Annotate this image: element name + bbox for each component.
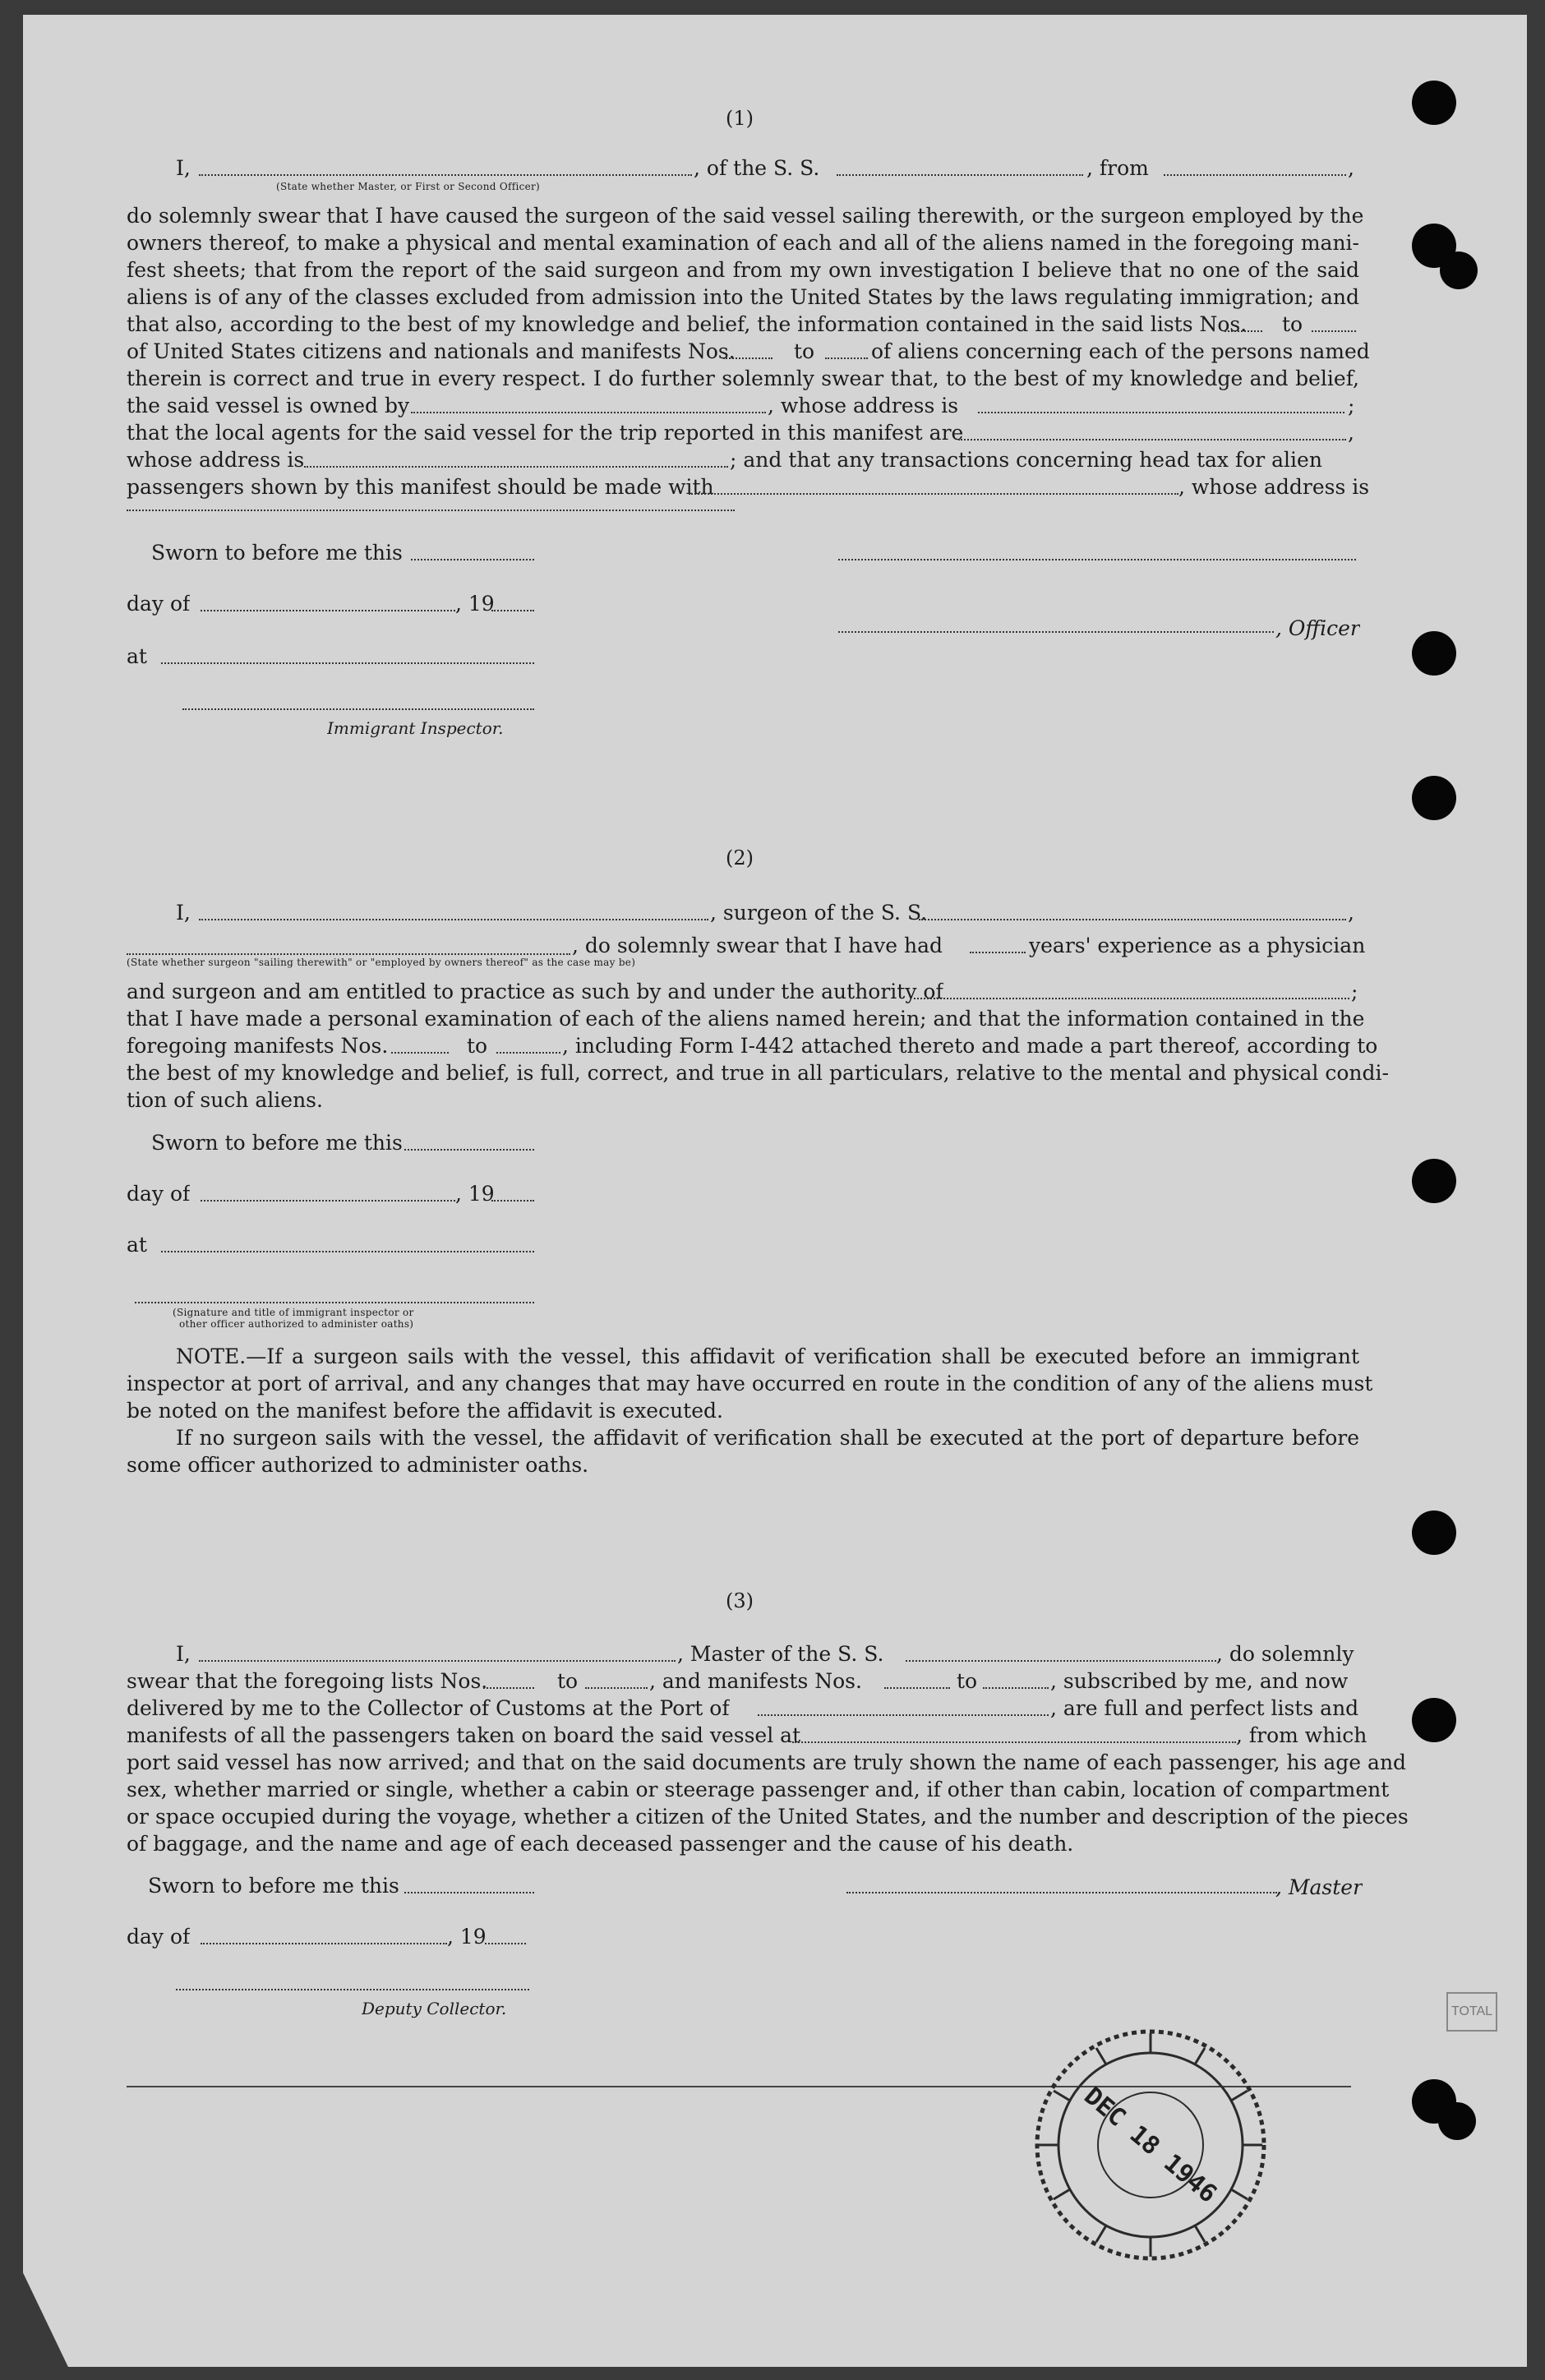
s1-para-line: that also, according to the best of my knowledge and belief, the information contained in the said lists Nos. [127,312,1248,336]
s1-line1-i: I, [176,156,191,180]
s2-day: day of [127,1182,191,1206]
fill-line [1312,330,1356,332]
s2-year: , 19 [455,1182,495,1206]
fill-line [127,953,570,955]
s2-manifests: foregoing manifests Nos. [127,1034,389,1058]
fill-line [496,1052,560,1054]
fill-line [837,174,1083,176]
s1-officer: , Officer [1275,616,1360,640]
fill-line [825,357,868,359]
s3-solemnly: , do solemnly [1216,1642,1354,1666]
s3-delivered: delivered by me to the Collector of Customs at the Port of [127,1696,730,1720]
note-line: some officer authorized to administer oaths. [127,1453,589,1477]
s2-para-line: that I have made a personal examination of each of the aliens named herein; and that the information contained in the [127,1007,1365,1031]
s3-master: , Master [1275,1875,1363,1899]
s1-p10-tail: , whose address is [1178,475,1370,499]
s2-authority: and surgeon and am entitled to practice as such by and under the authority of [127,980,943,1003]
fill-line [1164,174,1346,176]
fill-line [135,1302,534,1303]
s2-sworn: Sworn to before me this [151,1131,403,1155]
s2-comma: , [1348,901,1354,925]
fill-line [182,708,534,710]
note-line: If no surgeon sails with the vessel, the affidavit of verification shall be executed at the port of departure before [176,1426,1359,1450]
s1-p7-mid: , whose address is [768,394,959,417]
fill-line [127,510,735,511]
s3-para-line: port said vessel has now arrived; and that on the said documents are truly shown the name of each passenger, his age and [127,1750,1407,1774]
fill-line [161,1251,534,1252]
s2-experience: years' experience as a physician [1029,934,1366,957]
fill-line [723,357,772,359]
fill-line [970,952,1026,953]
fill-line [411,412,766,413]
fill-line [404,1892,534,1893]
s1-para-line: that the local agents for the said vessel for the trip reported in this manifest are [127,421,964,445]
s3-lists: swear that the foregoing lists Nos. [127,1669,488,1693]
s3-to: to [957,1669,978,1693]
s3-master-of: , Master of the S. S. [677,1642,884,1666]
s1-p9-tail: ; and that any transactions concerning head tax for alien [730,448,1322,472]
fill-line [838,631,1274,633]
note-line: inspector at port of arrival, and any changes that may have occurred en route in the condition of any of the aliens must [127,1372,1373,1395]
s2-caption: (State whether surgeon "sailing therewith" or "employed by owners thereof" as the case may be) [127,957,636,968]
stamp-date: DEC 18 1946 [1078,2082,1223,2209]
fill-line [199,1660,676,1662]
s2-semicolon: ; [1351,980,1358,1003]
s1-at: at [127,644,147,668]
s2-para-line: tion of such aliens. [127,1088,323,1112]
fill-line [304,466,728,468]
s2-caption2a: (Signature and title of immigrant inspector or [173,1307,414,1318]
fill-line [411,559,534,560]
s3-deputy: Deputy Collector. [362,1999,507,2018]
s1-p8-end: , [1348,421,1354,445]
fill-line [483,1687,534,1689]
fill-line [491,1200,534,1202]
s3-year: , 19 [447,1925,487,1949]
s3-para-line: of baggage, and the name and age of each deceased passenger and the cause of his death. [127,1832,1074,1856]
s3-subscribed: , subscribed by me, and now [1050,1669,1349,1693]
fill-line [689,493,1178,495]
s1-para-line: aliens is of any of the classes excluded from admission into the United States by the laws regulating immigration; and [127,285,1359,309]
fill-line [491,610,534,611]
fill-line [846,1892,1277,1893]
section-1-number: (1) [726,107,754,130]
s1-to: to [794,339,815,363]
s1-para-line: passengers shown by this manifest should be made with [127,475,714,499]
s2-surgeon-of: , surgeon of the S. S. [710,901,928,925]
s2-to: to [467,1034,488,1058]
fill-line [201,610,455,611]
note-line: NOTE.—If a surgeon sails with the vessel, this affidavit of verification shall be executed before an immigrant [176,1345,1359,1368]
s2-solemnly: , do solemnly swear that I have had [572,934,943,957]
s1-inspector: Immigrant Inspector. [327,718,504,738]
fill-line [958,439,1346,440]
s2-at: at [127,1233,147,1257]
fill-line [404,1149,534,1151]
s3-day: day of [127,1925,191,1949]
s1-day: day of [127,592,191,616]
fill-line [914,998,1349,999]
s1-sworn: Sworn to before me this [151,541,403,565]
s2-caption2b: other officer authorized to administer oaths) [179,1318,414,1330]
fill-line [585,1687,648,1689]
s2-including: , including Form I-442 attached thereto and made a part thereof, according to [562,1034,1378,1058]
fill-line [838,559,1356,560]
fill-line [884,1687,950,1689]
s1-para-line: fest sheets; that from the report of the said surgeon and from my own investigation I believe that no one of the said [127,258,1359,282]
s1-year: , 19 [455,592,495,616]
s3-manifests: , and manifests Nos. [649,1669,862,1693]
s2-para-line: the best of my knowledge and belief, is full, correct, and true in all particulars, relative to the mental and physical condi- [127,1061,1389,1085]
s3-para-line: sex, whether married or single, whether a cabin or steerage passenger and, if other than cabin, location of compartment [127,1778,1390,1801]
s1-para-line: therein is correct and true in every respect. I do further solemnly swear that, to the best of my knowledge and belief, [127,367,1359,390]
s3-from-which: , from which [1236,1723,1367,1747]
s1-line1-ss: , of the S. S. [694,156,820,180]
s1-para-line: of United States citizens and nationals and manifests Nos. [127,339,736,363]
s1-p7-end: ; [1348,394,1355,417]
s3-i: I, [176,1642,191,1666]
note-line: be noted on the manifest before the affidavit is executed. [127,1399,723,1423]
margin-total-box: TOTAL [1446,1992,1497,2032]
s2-i: I, [176,901,191,925]
fill-line [176,1989,529,1990]
fill-line [391,1052,449,1054]
fill-line [161,662,534,664]
fill-line [792,1741,1236,1743]
section-2-number: (2) [726,846,754,869]
s3-manifests-all: manifests of all the passengers taken on board the said vessel at [127,1723,801,1747]
s3-perfect: , are full and perfect lists and [1050,1696,1359,1720]
s3-para-line: or space occupied during the voyage, whether a citizen of the United States, and the number and description of the pieces [127,1805,1409,1829]
s1-line1-end: , [1348,156,1354,180]
fill-line [485,1943,526,1944]
s3-sworn: Sworn to before me this [148,1874,399,1898]
s1-line1-from: , from [1086,156,1149,180]
fill-line [758,1714,1049,1716]
fill-line [199,174,692,176]
s1-para-line: the said vessel is owned by [127,394,410,417]
fill-line [201,1200,455,1202]
fill-line [983,1687,1049,1689]
s1-p5-tail: of aliens concerning each of the persons named [871,339,1370,363]
s1-para-line: whose address is [127,448,305,472]
fill-line [1224,330,1262,332]
fill-line [978,412,1344,413]
section-3-number: (3) [726,1589,754,1612]
s1-to: to [1282,312,1303,336]
fill-line [906,1660,1216,1662]
s1-para-line: owners thereof, to make a physical and mental examination of each and all of the aliens named in the foregoing mani- [127,231,1359,255]
s3-to: to [557,1669,579,1693]
s1-para-line: do solemnly swear that I have caused the surgeon of the said vessel sailing therewith, or the surgeon employed by the [127,204,1364,228]
fill-line [919,919,1346,920]
fill-line [201,1943,447,1944]
s1-caption: (State whether Master, or First or Second Officer) [276,181,541,192]
date-stamp [1027,2022,1274,2268]
fill-line [199,919,708,920]
